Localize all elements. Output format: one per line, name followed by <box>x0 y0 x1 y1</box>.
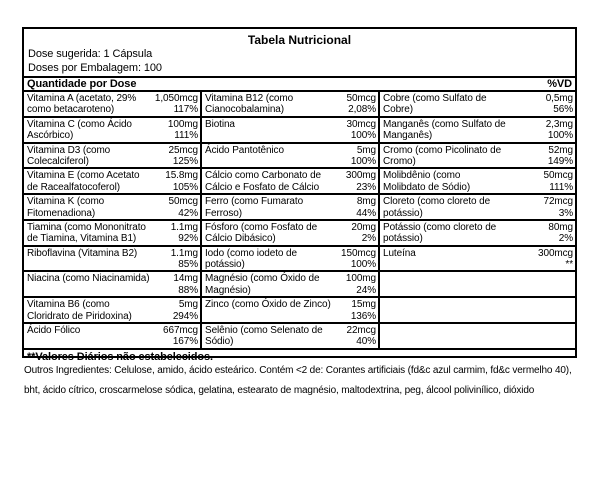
nutrient-name: Cloreto (como cloreto de <box>383 196 491 208</box>
nutrient-name: Zinco (como Óxido de Zinco) <box>205 299 331 311</box>
nutrient-dv: 117% <box>173 104 198 116</box>
nutrient-name: Vitamina B12 (como <box>205 93 294 104</box>
nutrient-cell <box>380 169 575 193</box>
nutrient-name: de Racealfatocoferol) <box>27 181 120 193</box>
nutrient-cell <box>24 298 200 322</box>
nutrient-amount: 20mg <box>351 221 376 233</box>
nutrient-amount: 5mg <box>178 299 198 311</box>
empty-cell <box>380 272 575 296</box>
nutrient-name: Niacina (como Niacinamida) <box>27 273 150 285</box>
nutrient-amount: 0,5mg <box>545 93 573 104</box>
nutrient-name: Ferroso) <box>205 207 242 219</box>
nutrient-cell <box>202 221 378 245</box>
nutrient-dv: 100% <box>350 155 376 167</box>
nutrient-name: como betacaroteno) <box>27 104 115 116</box>
nutrient-dv: 100% <box>547 130 573 142</box>
nutrient-name: potássio) <box>205 259 245 271</box>
nutrient-amount: 52mg <box>548 144 573 156</box>
nutrient-name: Selênio (como Selenato de <box>205 325 323 337</box>
nutrient-amount: 2,3mg <box>545 118 573 130</box>
nutrient-dv: 88% <box>178 284 198 296</box>
nutrient-name: Ascórbico) <box>27 130 74 142</box>
nutrient-amount: 100mg <box>345 273 376 285</box>
nutrient-name: Fósforo (como Fosfato de <box>205 221 318 233</box>
nutrient-amount: 5mg <box>356 144 376 156</box>
suggested-dose: Dose sugerida: 1 Cápsula <box>28 48 153 60</box>
nutrient-amount: 25mcg <box>168 144 198 156</box>
nutrient-dv: 85% <box>178 259 198 271</box>
nutrient-name: Cálcio como Carbonato de <box>205 170 321 182</box>
nutrient-dv: 24% <box>356 284 376 296</box>
nutrient-amount: 72mcg <box>543 196 573 208</box>
nutrient-name: Cianocobalamina) <box>205 104 285 116</box>
nutrient-name: Luteína <box>383 247 416 259</box>
nutrient-cell <box>24 144 200 168</box>
nutrient-amount: 667mcg <box>163 325 198 337</box>
nutrient-name: Vitamina B6 (como <box>27 299 110 311</box>
nutrient-cell <box>24 324 200 348</box>
nutrient-name: Biotina <box>205 118 235 130</box>
nutrient-name: Cobre (como Sulfato de <box>383 93 487 104</box>
nutrient-amount: 100mg <box>167 118 198 130</box>
empty-cell <box>380 324 575 348</box>
nutrient-amount: 50mcg <box>346 93 376 104</box>
nutrient-name: Cromo) <box>383 155 416 167</box>
nutrient-cell <box>202 324 378 348</box>
nutrient-name: Magnésio (como Óxido de <box>205 273 320 285</box>
nutrient-name: Vitamina E (como Acetato <box>27 170 140 182</box>
nutrient-cell <box>24 92 200 116</box>
other-ingredients-text: Outros Ingredientes: Celulose, amido, ácido esteárico. Contém <2 de: Corantes artificiais (fd&c azul carmim, fd&c vermelho 40), bht, ácido cítrico, croscarmelose sódica, gelatina, estearato de magnésio, maltodextrina, peg, álcool polivinílico, dióxido <box>24 365 572 396</box>
nutrient-dv: 92% <box>178 233 198 245</box>
nutrient-cell <box>202 144 378 168</box>
nutrient-name: Sódio) <box>205 336 234 348</box>
nutrient-amount: 1.1mg <box>170 221 198 233</box>
nutrient-amount: 15mg <box>351 299 376 311</box>
nutrient-amount: 300mg <box>345 170 376 182</box>
nutrient-name: Vitamina K (como <box>27 196 105 208</box>
nutrient-cell <box>202 169 378 193</box>
nutrient-amount: 30mcg <box>346 118 376 130</box>
nutrient-name: Fitomenadiona) <box>27 207 96 219</box>
nutrient-name: Manganês (como Sulfato de <box>383 118 506 130</box>
nutrient-amount: 22mcg <box>346 325 376 337</box>
daily-values-footnote: **Valores Diários não estabelecidos. <box>24 348 575 364</box>
nutrient-cell <box>24 195 200 219</box>
nutrient-name: Cloridrato de Piridoxina) <box>27 310 132 322</box>
nutrient-dv: 149% <box>547 155 573 167</box>
nutrient-amount: 80mg <box>548 221 573 233</box>
nutrient-dv: 111% <box>174 130 198 142</box>
nutrient-dv: 136% <box>350 310 376 322</box>
nutrient-name: Ácido Pantotênico <box>205 144 284 156</box>
nutrient-name: Molibdênio (como <box>383 170 461 182</box>
nutrient-name: Manganês) <box>383 130 433 142</box>
nutrient-amount: 15.8mg <box>165 170 198 182</box>
nutrient-name: Potássio (como cloreto de <box>383 221 497 233</box>
nutrient-dv: 167% <box>172 336 198 348</box>
nutrient-cell <box>24 247 200 271</box>
nutrient-cell <box>380 144 575 168</box>
doses-per-package: Doses por Embalagem: 100 <box>28 61 162 74</box>
nutrient-amount: 1.1mg <box>170 247 198 259</box>
nutrient-name: Riboflavina (Vitamina B2) <box>27 247 138 259</box>
nutrient-dv: 23% <box>356 181 376 193</box>
nutrient-amount: 50mcg <box>168 196 198 208</box>
nutrient-amount: 300mcg <box>538 247 573 259</box>
nutrient-name: Cálcio Dibásico) <box>205 233 276 245</box>
nutrient-cell <box>380 221 575 245</box>
nutrient-dv: 3% <box>558 207 573 219</box>
nutrient-dv: 105% <box>172 181 198 193</box>
nutrient-cell <box>202 195 378 219</box>
nutrient-dv: 2% <box>558 233 573 245</box>
nutrient-amount: 150mcg <box>341 247 376 259</box>
nutrient-dv: 40% <box>356 336 376 348</box>
nutrient-dv: 111% <box>549 181 573 193</box>
nutrient-cell <box>380 195 575 219</box>
nutrient-cell <box>202 298 378 322</box>
nutrient-name: Colecalciferol) <box>27 155 89 167</box>
table-title: Tabela Nutricional <box>247 33 352 47</box>
nutrient-name: Cálcio e Fosfato de Cálcio <box>205 181 320 193</box>
nutrient-name: Ferro (como Fumarato <box>205 196 304 208</box>
nutrient-name: Vitamina C (como Ácido <box>27 118 132 130</box>
quantity-per-dose-header: Quantidade por Dose <box>27 78 137 90</box>
nutrient-amount: 14mg <box>173 273 198 285</box>
nutrient-dv: 294% <box>172 310 198 322</box>
nutrient-name: Cromo (como Picolinato de <box>383 144 502 156</box>
nutrient-cell <box>202 247 378 271</box>
nutrient-cell <box>380 247 575 271</box>
nutrient-name: de Tiamina, Vitamina B1) <box>27 233 137 245</box>
nutrient-dv: 125% <box>172 155 198 167</box>
nutrient-amount: 50mcg <box>543 170 573 182</box>
nutrient-cell <box>380 118 575 142</box>
nutrient-name: potássio) <box>383 233 423 245</box>
nutrient-dv: 100% <box>350 259 376 271</box>
nutrient-dv: 44% <box>356 207 376 219</box>
table-body <box>24 92 575 348</box>
nutrient-amount: 1,050mcg <box>154 93 198 104</box>
nutrient-cell <box>202 92 378 116</box>
nutrient-cell <box>24 169 200 193</box>
dv-header: %VD <box>547 78 572 90</box>
empty-cell <box>380 298 575 322</box>
nutrient-cell <box>24 221 200 245</box>
nutrient-cell <box>202 272 378 296</box>
nutrient-name: Molibdato de Sódio) <box>383 181 471 193</box>
nutrient-amount: 8mg <box>356 196 376 208</box>
nutrient-dv: ** <box>565 259 573 271</box>
nutrient-dv: 42% <box>178 207 198 219</box>
nutrient-cell <box>24 118 200 142</box>
nutrient-name: Cobre) <box>383 104 413 116</box>
table-header <box>24 29 575 76</box>
nutrition-table <box>22 27 577 363</box>
nutrient-name: Vitamina A (acetato, 29% <box>27 93 137 104</box>
nutrient-name: potássio) <box>383 207 423 219</box>
nutrient-dv: 56% <box>553 104 573 116</box>
nutrient-dv: 2% <box>361 233 376 245</box>
nutrient-dv: 100% <box>350 130 376 142</box>
column-headers-row <box>24 76 575 92</box>
nutrient-cell <box>380 92 575 116</box>
nutrient-cell <box>24 272 200 296</box>
nutrient-name: Magnésio) <box>205 284 251 296</box>
nutrient-dv: 2,08% <box>348 104 376 116</box>
nutrient-name: Tiamina (como Mononitrato <box>27 221 146 233</box>
nutrient-name: Ácido Fólico <box>27 325 81 337</box>
nutrient-name: Vitamina D3 (como <box>27 144 111 156</box>
nutrient-cell <box>202 118 378 142</box>
nutrient-name: Iodo (como iodeto de <box>205 247 297 259</box>
